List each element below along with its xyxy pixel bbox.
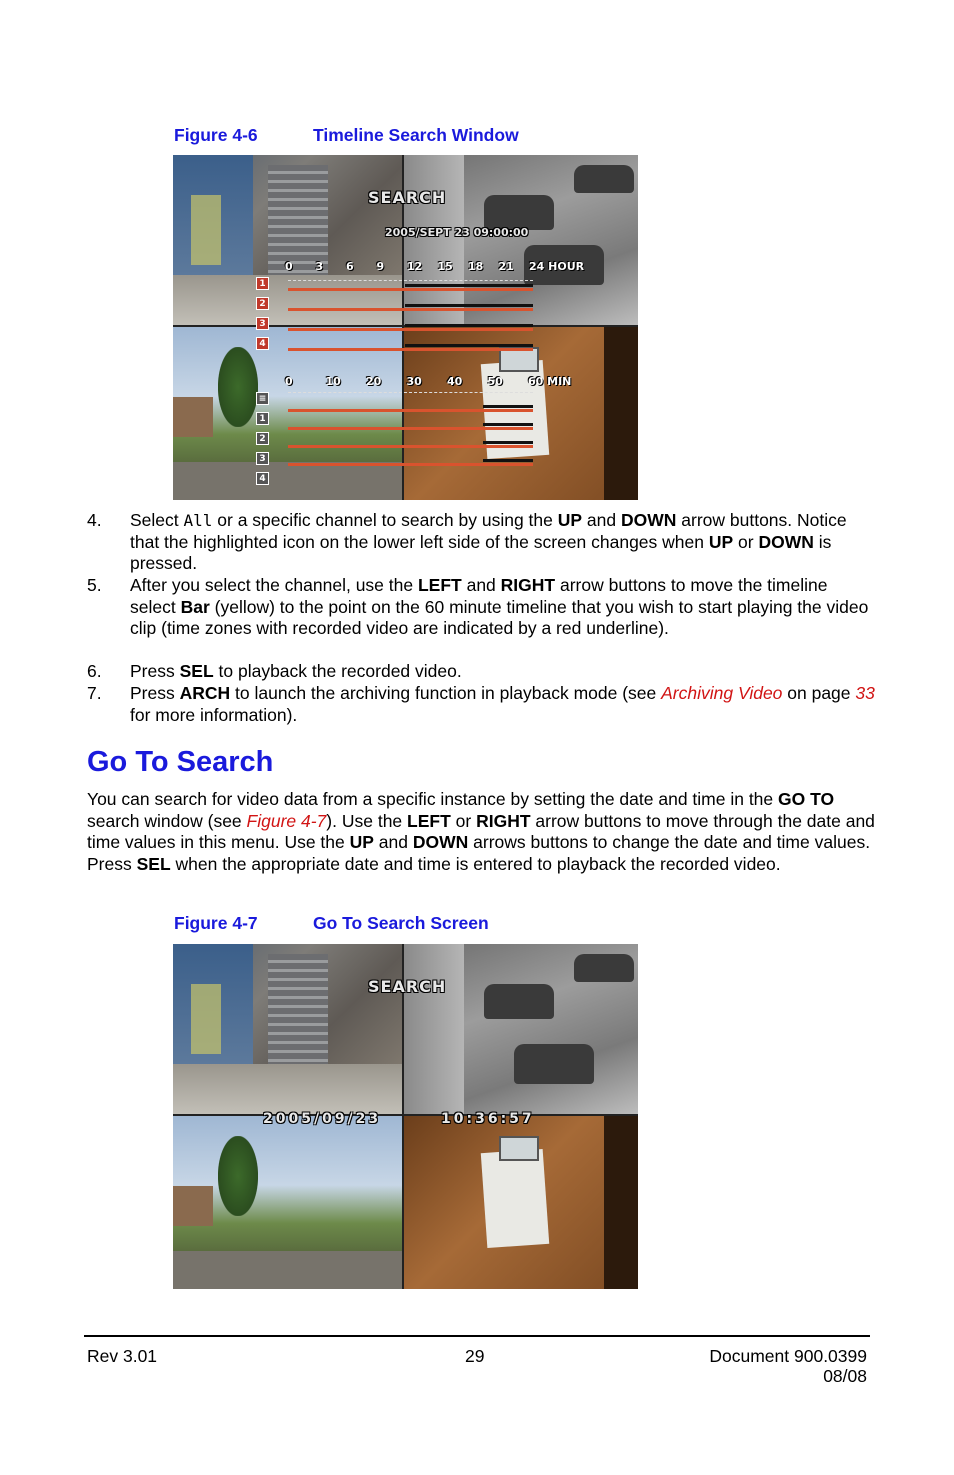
minute-tick-label: 40	[447, 375, 463, 388]
text-run: or a specific channel to search by using the	[212, 510, 558, 530]
section-paragraph	[87, 789, 877, 875]
bold-term: UP	[708, 531, 734, 552]
all-channels-icon: ≡	[256, 392, 269, 405]
figure-title: Timeline Search Window	[313, 125, 519, 145]
go-to-search-screenshot	[173, 944, 638, 1289]
text-run: Press	[130, 683, 180, 703]
hour-tick-label: 0	[285, 260, 293, 273]
footer-document-date: 08/08	[823, 1366, 867, 1386]
section-heading: Go To Search	[87, 746, 274, 778]
figure-4-7-caption	[174, 913, 489, 934]
text-run: and	[461, 575, 501, 595]
cross-reference-link[interactable]: 33	[855, 683, 875, 703]
minute-tick-label: 10	[325, 375, 341, 388]
text-run: or	[450, 810, 477, 831]
osd-search-title: SEARCH	[368, 188, 447, 207]
minute-tick-label: 20	[366, 375, 382, 388]
text-run: to launch the archiving function in playback mode (see	[230, 683, 662, 703]
figure-4-6-caption	[174, 125, 519, 146]
footer-page-number: 29	[465, 1346, 485, 1366]
step-number: 4.	[87, 510, 102, 530]
channel-1-badge-min: 1	[256, 412, 269, 425]
figure-number: Figure 4-6	[174, 125, 258, 145]
camera-2-view	[404, 155, 638, 325]
minute-tick-label: 30	[406, 375, 422, 388]
code-term: All	[183, 511, 213, 530]
channel-3-badge-min: 3	[256, 452, 269, 465]
step-text	[130, 510, 875, 575]
bold-term: DOWN	[412, 832, 469, 853]
footer-document-number: Document 900.0399	[709, 1346, 867, 1366]
camera-2-view	[404, 944, 638, 1114]
text-run: or	[733, 531, 759, 552]
bold-term: Bar	[180, 596, 210, 617]
text-run: After you select the channel, use the	[130, 575, 418, 595]
channel-3-badge: 3	[256, 317, 269, 330]
text-run: search window (see	[87, 810, 247, 831]
osd-goto-date: 2005/09/23	[263, 1111, 382, 1127]
figure-number: Figure 4-7	[174, 913, 258, 933]
osd-date: 2005/SEPT 23 09:00:00	[385, 226, 529, 239]
text-run: when the appropriate date and time is entered to playback the recorded video.	[170, 853, 781, 874]
bold-term: LEFT	[407, 810, 451, 831]
text-run: on page	[782, 683, 856, 703]
hour-tick-label: 3	[315, 260, 324, 273]
step-number: 6.	[87, 661, 102, 681]
hour-tick-label: 24 HOUR	[529, 260, 585, 273]
channel-4-badge-min: 4	[256, 472, 269, 485]
text-run: and	[373, 832, 413, 853]
text-run: for more information).	[130, 704, 298, 725]
step-number: 7.	[87, 683, 102, 703]
bold-term: GO TO	[778, 789, 835, 809]
bold-term: DOWN	[758, 531, 814, 552]
bold-term: SEL	[136, 853, 171, 874]
step-number: 5.	[87, 575, 102, 595]
camera-1-view	[173, 155, 402, 325]
osd-goto-time: 10:36:57	[441, 1111, 535, 1127]
hour-tick-label: 9	[376, 260, 385, 273]
step-text	[130, 661, 875, 683]
step-text	[130, 575, 875, 640]
bold-term: DOWN	[621, 510, 677, 530]
cross-reference-link[interactable]: Archiving Video	[661, 683, 783, 703]
text-run: You can search for video data from a specific instance by setting the date and time in the	[87, 789, 779, 809]
channel-4-badge: 4	[256, 337, 269, 350]
bold-term: LEFT	[417, 575, 462, 595]
minute-tick-label: 50	[487, 375, 503, 388]
step-text	[130, 683, 875, 726]
camera-4-view	[404, 1116, 638, 1289]
text-run: arrow buttons. Notice that the highlighted icon on the lower left side of the screen changes when	[130, 510, 847, 552]
bold-term: ARCH	[179, 683, 231, 703]
text-run: arrows buttons to change the date and time values. Press	[87, 832, 871, 874]
bold-term: RIGHT	[500, 575, 556, 595]
hour-tick-label: 15	[437, 260, 453, 273]
text-run: arrow buttons to move through the date and time values in this menu. Use the	[87, 810, 875, 853]
timeline-search-screenshot	[173, 155, 638, 500]
camera-3-view	[173, 327, 402, 500]
bold-term: SEL	[179, 661, 214, 681]
minute-tick-label: 0	[285, 375, 293, 388]
text-run: Select	[130, 510, 184, 530]
text-run: ). Use the	[326, 810, 408, 831]
bold-term: RIGHT	[476, 810, 531, 831]
bold-term: UP	[349, 832, 374, 853]
hour-tick-label: 12	[407, 260, 423, 273]
channel-1-badge: 1	[256, 277, 269, 290]
camera-3-view	[173, 1116, 402, 1289]
cross-reference-link[interactable]: Figure 4-7	[246, 810, 327, 831]
minute-tick-label: 60 MIN	[528, 375, 572, 388]
camera-1-view	[173, 944, 402, 1114]
hour-tick-label: 18	[468, 260, 484, 273]
text-run: arrow buttons to move the timeline select	[130, 575, 828, 617]
channel-2-badge-min: 2	[256, 432, 269, 445]
channel-2-badge: 2	[256, 297, 269, 310]
text-run: Press	[130, 661, 180, 681]
hour-tick-label: 6	[346, 260, 354, 273]
footer-document	[640, 1346, 867, 1386]
footer-revision: Rev 3.01	[87, 1346, 158, 1366]
bold-term: UP	[557, 510, 583, 530]
text-run: is pressed.	[130, 531, 832, 574]
camera-4-view	[404, 327, 638, 500]
osd-search-title: SEARCH	[368, 977, 447, 996]
footer-rule	[84, 1335, 870, 1337]
text-run: to playback the recorded video.	[213, 661, 462, 681]
hour-tick-label: 21	[498, 260, 514, 273]
text-run: (yellow) to the point on the 60 minute timeline that you wish to start playing the video clip (time zones with recorded video are indicated by a red underline).	[130, 596, 869, 639]
figure-title: Go To Search Screen	[313, 913, 489, 933]
text-run: and	[582, 510, 621, 530]
